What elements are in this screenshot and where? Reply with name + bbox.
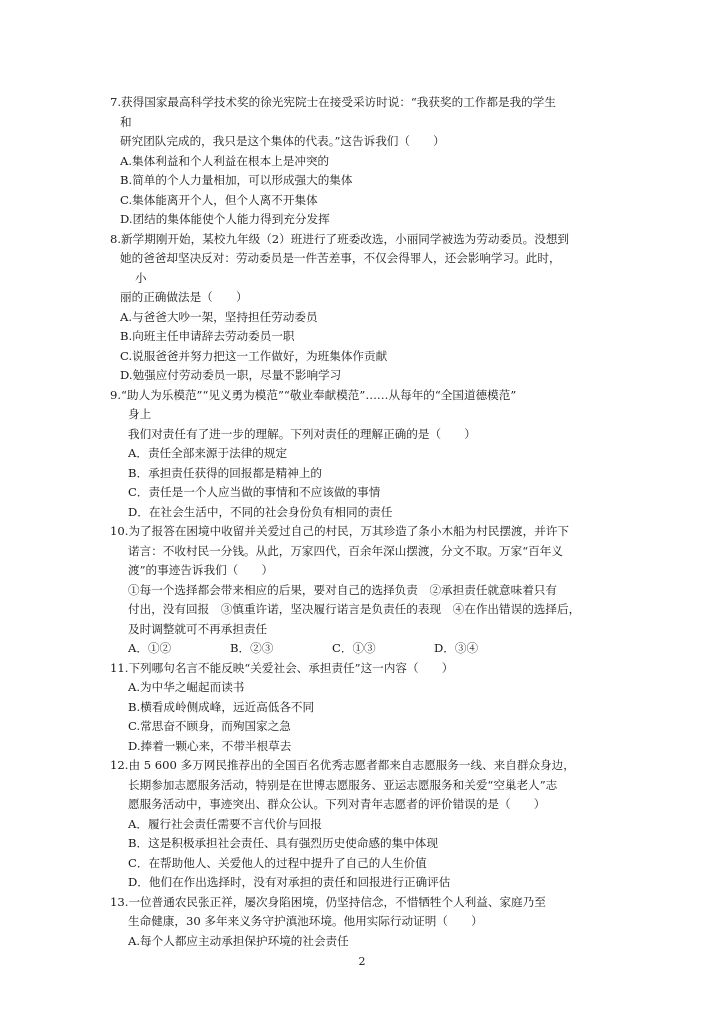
question-stem: 8.新学期刚开始，某校九年级（2）班进行了班委改选，小丽同学被选为劳动委员。没想到 — [110, 231, 570, 246]
question-8 — [110, 230, 630, 386]
question-stem: 10.为了报答在困境中收留并关爱过自己的村民，万其珍造了条小木船为村民摆渡，并许下 — [110, 524, 570, 538]
option-a: A.为中华之崛起而读书 — [128, 680, 245, 694]
question-stem: 9.“助人为乐模范”“见义勇为模范”“敬业奉献模范”……从每年的“全国道德模范” — [110, 387, 517, 402]
option-c: C.集体能离开个人，但个人离不开集体 — [120, 192, 318, 207]
question-stem: 13.一位普通农民张正祥，屡次身陷困境，仍坚持信念，不惜牺牲个人利益、家庭乃至 — [110, 894, 546, 909]
option-a: A．责任全部来源于法律的规定 — [128, 446, 288, 460]
question-stem: 生命健康，30 多年来义务守护滇池环境。他用实际行动证明（ ） — [128, 914, 483, 928]
option-b: B．承担责任获得的回报都是精神上的 — [128, 465, 323, 480]
question-stem: 丽的正确做法是（ ） — [120, 290, 248, 304]
statement-list: ①每一个选择都会带来相应的后果，要对自己的选择负责 ②承担责任就意味着只有 — [128, 582, 557, 597]
question-stem: 我们对责任有了进一步的理解。下列对责任的理解正确的是（ ） — [128, 426, 476, 441]
option-c: C．在帮助他人、关爱他人的过程中提升了自己的人生价值 — [128, 855, 427, 870]
option-b: B．这是积极承担社会责任、具有强烈历史使命感的集中体现 — [128, 836, 438, 850]
option-b: B.向班主任申请辞去劳动委员一职 — [120, 329, 295, 343]
option-d: D.捧着一颗心来，不带半根草去 — [128, 738, 292, 753]
question-stem: 和 — [120, 114, 132, 129]
statement-list: 及时调整就可不再承担责任 — [128, 621, 268, 636]
question-12 — [110, 756, 630, 893]
choice-b: B．②③ — [230, 641, 274, 655]
option-c: C．责任是一个人应当做的事情和不应该做的事情 — [128, 485, 381, 499]
option-d: D．他们在作出选择时，没有对承担的责任和回报进行正确评估 — [128, 875, 451, 889]
page-number: 2 — [358, 955, 366, 968]
option-d: D．在社会生活中，不同的社会身份负有相同的责任 — [128, 504, 393, 519]
choice-d: D．③④ — [434, 641, 479, 655]
statement-list: 付出，没有回报 ③慎重许诺，坚决履行诺言是负责任的表现 ④在作出错误的选择后， — [128, 602, 581, 616]
option-b: B.横看成岭侧成峰，远近高低各不同 — [128, 699, 315, 714]
option-c: C.常思奋不顾身，而殉国家之急 — [128, 719, 291, 733]
choice-row — [110, 639, 630, 659]
option-d: D.勉强应付劳动委员一职，尽量不影响学习 — [120, 368, 342, 382]
question-stem: 她的爸爸却坚决反对：劳动委员是一件苦差事，不仅会得罪人，还会影响学习。此时， — [120, 251, 561, 265]
question-stem: 渡”的事迹告诉我们（ ） — [128, 563, 274, 577]
option-a: A.集体利益和个人利益在根本上是冲突的 — [120, 153, 330, 168]
option-a: A.与爸爸大吵一架，坚持担任劳动委员 — [120, 309, 318, 324]
question-stem: 12.由 5 600 多万网民推荐出的全国百名优秀志愿者都来自志愿服务一线、来自群众身边， — [110, 758, 575, 772]
question-7 — [110, 93, 630, 230]
question-10 — [110, 522, 630, 659]
choice-a: A．①② — [128, 641, 172, 655]
option-b: B.简单的个人力量相加，可以形成强大的集体 — [120, 173, 353, 187]
choice-c: C．①③ — [332, 641, 376, 655]
question-11 — [110, 659, 630, 757]
option-a: A.每个人都应主动承担保护环境的社会责任 — [128, 933, 349, 948]
option-c: C.说服爸爸并努力把这一工作做好，为班集体作贡献 — [120, 348, 388, 363]
option-d: D.团结的集体能使个人能力得到充分发挥 — [120, 212, 330, 226]
exam-page-content — [110, 93, 630, 951]
question-9 — [110, 386, 630, 523]
question-stem: 11.下列哪句名言不能反映“关爱社会、承担责任”这一内容（ ） — [110, 660, 454, 675]
question-stem: 愿服务活动中，事迹突出、群众公认。下列对青年志愿者的评价错误的是（ ） — [128, 797, 546, 811]
question-stem: 身上 — [128, 407, 152, 421]
question-stem: 研究团队完成的，我只是这个集体的代表。”这告诉我们（ ） — [120, 134, 445, 148]
question-stem: 长期参加志愿服务活动，特别是在世博志愿服务、亚运志愿服务和关爱“空巢老人”志 — [128, 777, 558, 792]
question-13 — [110, 893, 630, 952]
question-stem: 小 — [135, 270, 147, 285]
option-a: A．履行社会责任需要不言代价与回报 — [128, 816, 322, 831]
question-stem: 7.获得国家最高科学技术奖的徐光宪院士在接受采访时说：“我获奖的工作都是我的学生 — [110, 95, 556, 109]
question-stem: 诺言：不收村民一分钱。从此，万家四代，百余年深山摆渡，分文不取。万家“百年义 — [128, 543, 563, 558]
